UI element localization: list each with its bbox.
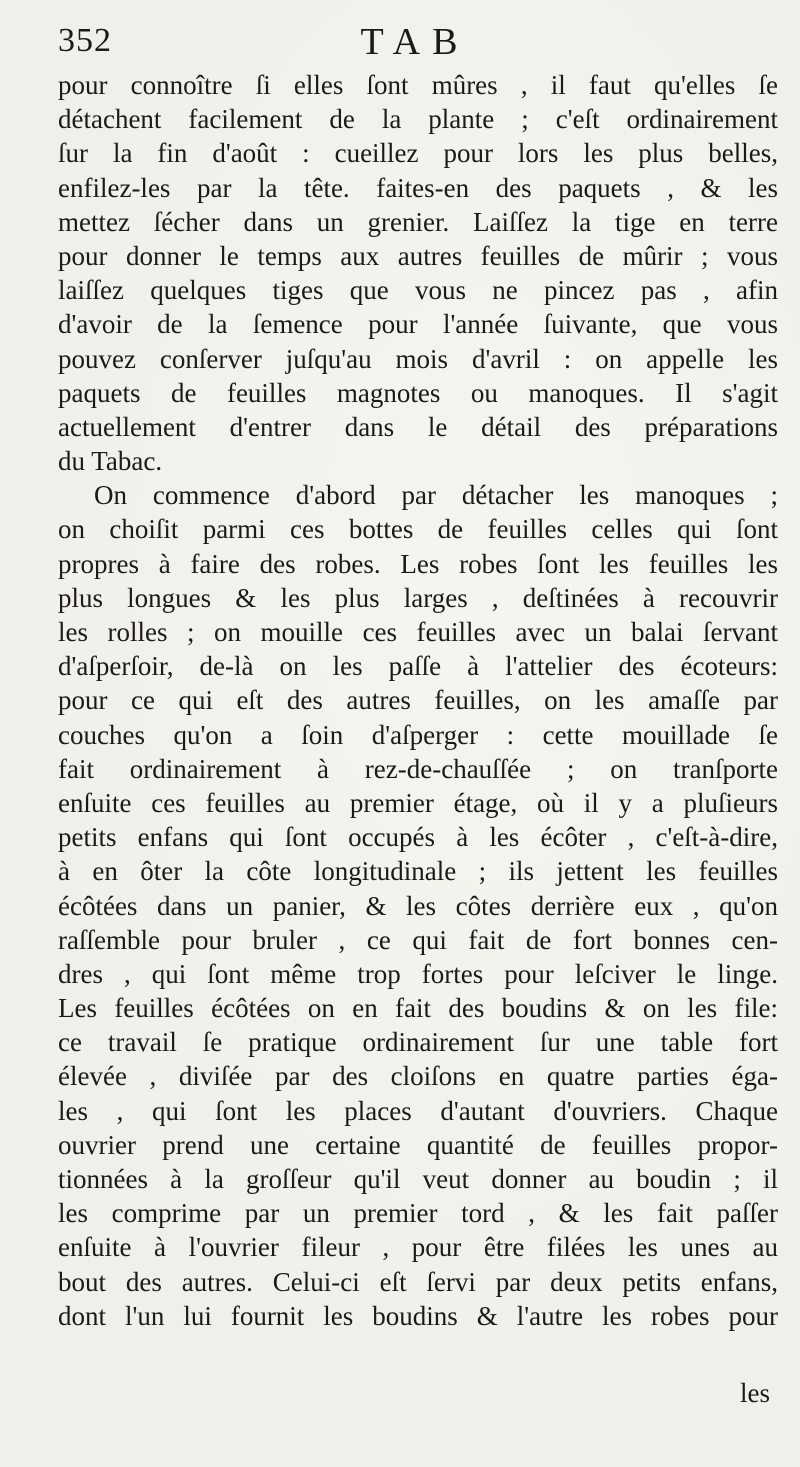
text-line: pour connoître ſi elles ſont mûres , il faut qu'elles ſe [58, 70, 778, 100]
text-line: on choiſit parmi ces bottes de feuilles celles qui ſont [58, 514, 778, 545]
text-line: bout des autres. Celui-ci eſt ſervi par deux petits enfans, [58, 1266, 778, 1297]
text-line: couches qu'on a ſoin d'aſperger : cette mouillade ſe [58, 719, 778, 750]
text-line: actuellement d'entrer dans le détail des préparations [58, 411, 778, 442]
text-line: pouvez conſerver juſqu'au mois d'avril : on appelle les [58, 343, 778, 374]
text-line: ouvrier prend une certaine quantité de feuilles propor- [58, 1129, 778, 1160]
text-line: détachent facilement de la plante ; c'eſt ordinairement [58, 104, 778, 135]
text-line: d'aſperſoir, de-là on les paſſe à l'attelier des écoteurs: [58, 651, 778, 682]
running-head: TAB [360, 21, 470, 63]
text-line: les comprime par un premier tord , & les fait paſſer [58, 1198, 778, 1229]
text-line: les rolles ; on mouille ces feuilles avec un balai ſervant [58, 617, 778, 647]
text-line: propres à faire des robes. Les robes ſont les feuilles les [58, 548, 778, 579]
text-line: petits enfans qui ſont occupés à les écôter , c'eſt-à-dire, [58, 822, 778, 853]
text-line: tionnées à la groſſeur qu'il veut donner au boudin ; il [58, 1164, 778, 1194]
text-line: écôtées dans un panier, & les côtes derrière eux , qu'on [58, 890, 778, 921]
text-line: paquets de feuilles magnotes ou manoques. Il s'agit [58, 377, 778, 408]
text-line: fait ordinairement à rez-de-chauſſée ; on tranſporte [58, 753, 778, 784]
text-line: dres , qui ſont même trop fortes pour leſciver le linge. [58, 958, 778, 989]
text-line: enſuite à l'ouvrier fileur , pour être filées les unes au [58, 1232, 778, 1263]
text-line: pour donner le temps aux autres feuilles de mûrir ; vous [58, 240, 778, 271]
text-line: pour ce qui eſt des autres feuilles, on les amaſſe par [58, 685, 778, 716]
text-line: On commence d'abord par détacher les manoques ; [94, 480, 778, 511]
text-line: laiſſez quelques tiges que vous ne pincez pas , afin [58, 275, 778, 306]
text-line: dont l'un lui fournit les boudins & l'autre les robes pour [58, 1300, 778, 1331]
text-line: mettez ſécher dans un grenier. Laiſſez la tige en terre [58, 206, 778, 237]
body-text [58, 68, 778, 1333]
text-line: ſur la fin d'août : cueillez pour lors les plus belles, [58, 138, 778, 169]
catchword: les [740, 1378, 770, 1408]
text-line: plus longues & les plus larges , deſtinées à recouvrir [58, 582, 778, 613]
text-line: Les feuilles écôtées on en fait des boudins & on les file: [58, 993, 778, 1024]
text-line: du Tabac. [58, 446, 163, 477]
text-line: à en ôter la côte longitudinale ; ils jettent les feuilles [58, 856, 778, 887]
text-line: ce travail ſe pratique ordinairement ſur une table fort [58, 1027, 778, 1058]
page-number: 352 [58, 22, 112, 59]
text-line: élevée , diviſée par des cloiſons en quatre parties éga- [58, 1061, 778, 1092]
text-line: enfilez-les par la tête. faites-en des paquets , & les [58, 172, 778, 203]
text-line: enſuite ces feuilles au premier étage, où il y a pluſieurs [58, 787, 778, 818]
text-line: raſſemble pour bruler , ce qui fait de fort bonnes cen- [58, 924, 778, 955]
text-line: d'avoir de la ſemence pour l'année ſuivante, que vous [58, 309, 778, 340]
text-line: les , qui ſont les places d'autant d'ouvriers. Chaque [58, 1095, 778, 1126]
